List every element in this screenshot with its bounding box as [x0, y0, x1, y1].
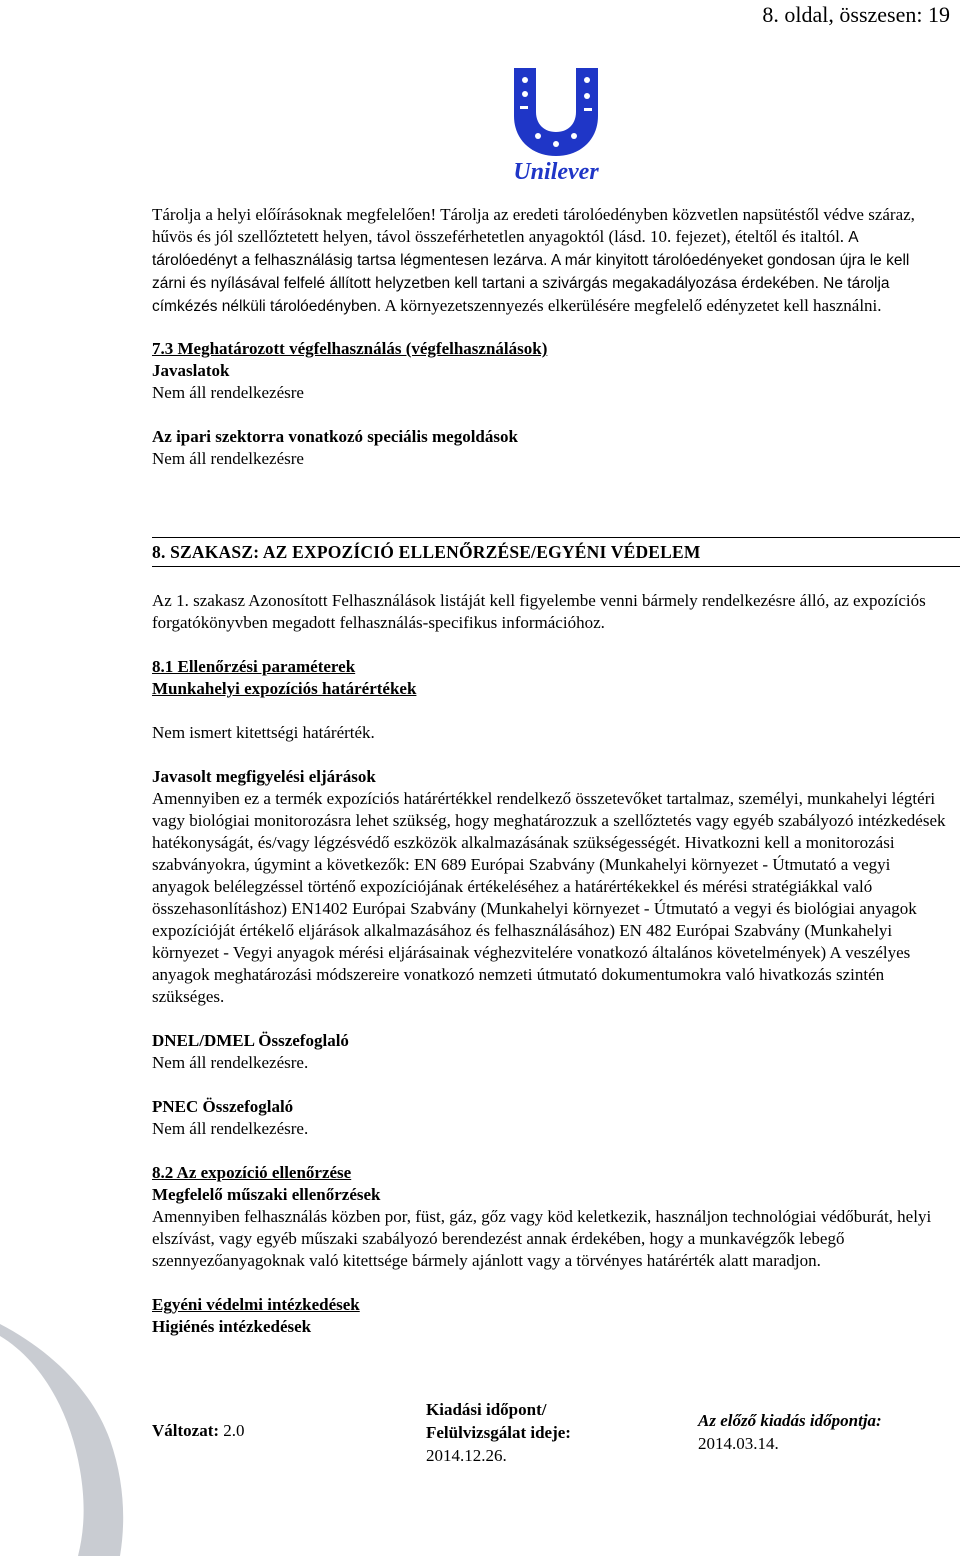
footer-issue-date — [426, 1398, 571, 1467]
section-8-body — [152, 590, 952, 1338]
section-8-intro: Az 1. szakasz Azonosított Felhasználások listáját kell figyelembe venni bármely rendelkezésre álló, az expozíciós forgatókönyvben megadott felhasználás-specifikus információhoz. — [152, 591, 926, 632]
page-number: 8. oldal, összesen: 19 — [762, 2, 950, 27]
pnec-value: Nem áll rendelkezésre. — [152, 1119, 309, 1138]
version-label: Változat: — [152, 1421, 220, 1440]
recommendations-value: Nem áll rendelkezésre — [152, 383, 304, 402]
monitoring-title: Javasolt megfigyelési eljárások — [152, 767, 376, 786]
footer-version — [152, 1420, 245, 1442]
document-body — [152, 204, 952, 470]
section-8-heading: 8. SZAKASZ: AZ EXPOZÍCIÓ ELLENŐRZÉSE/EGYÉNI VÉDELEM — [152, 537, 960, 567]
storage-text-3: A környezetszennyezés elkerülésére megfelelő edényzetet kell használni. — [384, 296, 882, 315]
industrial-solutions-title: Az ipari szektorra vonatkozó speciális megoldások — [152, 427, 518, 446]
industrial-solutions-value: Nem áll rendelkezésre — [152, 449, 304, 468]
issue-label-1: Kiadási időpont/ — [426, 1400, 547, 1419]
storage-paragraph — [152, 204, 942, 318]
dnel-title: DNEL/DMEL Összefoglaló — [152, 1031, 349, 1050]
issue-value: 2014.12.26. — [426, 1446, 507, 1465]
storage-text-2: A tárolóedényt a felhasználásig tartsa légmentesen lezárva. A már kinyitott tárolóedényeket gondosan újra le kell zárni és nyílásával felfelé állított helyzetben kell tartani a szivárgás megakadályozása érdekében. Ne tárolja címkézés nélküli tárolóedényben. — [152, 229, 910, 315]
recommendations-title: Javaslatok — [152, 361, 230, 380]
previous-issue-value: 2014.03.14. — [698, 1434, 779, 1453]
storage-text-1: Tárolja a helyi előírásoknak megfelelően! Tárolja az eredeti tárolóedényben közvetlen napsütéstől védve száraz, hűvös és jól szellőztetett helyen, távol összeférhetetlen anyagoktól (lásd. 10. fejezet), ételtől és italtól. — [152, 205, 915, 246]
pnec-title: PNEC Összefoglaló — [152, 1097, 294, 1116]
footer-previous-date — [698, 1409, 882, 1455]
engineering-controls-title: Megfelelő műszaki ellenőrzések — [152, 1185, 381, 1204]
hygiene-measures-title: Higiénés intézkedések — [152, 1317, 312, 1336]
section-7-3-heading: 7.3 Meghatározott végfelhasználás (végfelhasználások) — [152, 339, 548, 358]
previous-issue-label: Az előző kiadás időpontja: — [698, 1411, 882, 1430]
exposure-limits-title: Munkahelyi expozíciós határértékek — [152, 679, 417, 698]
dnel-value: Nem áll rendelkezésre. — [152, 1053, 309, 1072]
brand-wordmark: Unilever — [513, 159, 599, 184]
section-8-1-heading: 8.1 Ellenőrzési paraméterek — [152, 657, 356, 676]
monitoring-text: Amennyiben ez a termék expozíciós határértékkel rendelkező összetevőket tartalmaz, személyi, munkahelyi légtéri vagy biológiai monitorozásra lehet szükség, hogy meghatározzuk a szellőztetés vagy egyéb szabályozó intézkedések hatékonyságát, és/vagy légzésvédő eszközök alkalmazásának szükségességét. Hivatkozni kell a monitorozási szabványokra, úgymint a következők: EN 689 Európai Szabvány (Munkahelyi környezet - Útmutató a vegyi anyagok belélegzéssel történő expozíciójának értékeléséhez a határértékekkel és mérési stratégiákkal való összehasonlításhoz) EN1402 Európai Szabvány (Munkahelyi környezet - Útmutató a vegyi és biológiai anyagok expozícióját értékelő eljárások alkalmazásához és felhasználásához) EN 482 Európai Szabvány (Munkahelyi környezet - Vegyi anyagok mérési eljárásainak véghezvitelére vonatkozó általános követelmények) A veszélyes anyagok meghatározási módszereire vonatkozó nemzeti útmutató dokumentumokra való hivatkozás szintén szükséges. — [152, 789, 946, 1006]
section-8-2-heading: 8.2 Az expozíció ellenőrzése — [152, 1163, 352, 1182]
version-value: 2.0 — [223, 1421, 245, 1440]
personal-protection-title: Egyéni védelmi intézkedések — [152, 1295, 360, 1314]
issue-label-2: Felülvizsgálat ideje: — [426, 1423, 571, 1442]
unilever-u-logo-icon — [500, 66, 612, 184]
exposure-limits-value: Nem ismert kitettségi határérték. — [152, 723, 375, 742]
decorative-swoosh — [0, 1300, 150, 1556]
engineering-controls-text: Amennyiben felhasználás közben por, füst, gáz, gőz vagy köd keletkezik, használjon technológiai védőburát, helyi elszívást, vagy egyéb műszaki szabályozó berendezést annak érdekében, hogy a munkavégzők lebegő szennyezőanyagoknak való kitettsége bármely ajánlott vagy a törvényes határérték alatt maradjon. — [152, 1207, 932, 1270]
